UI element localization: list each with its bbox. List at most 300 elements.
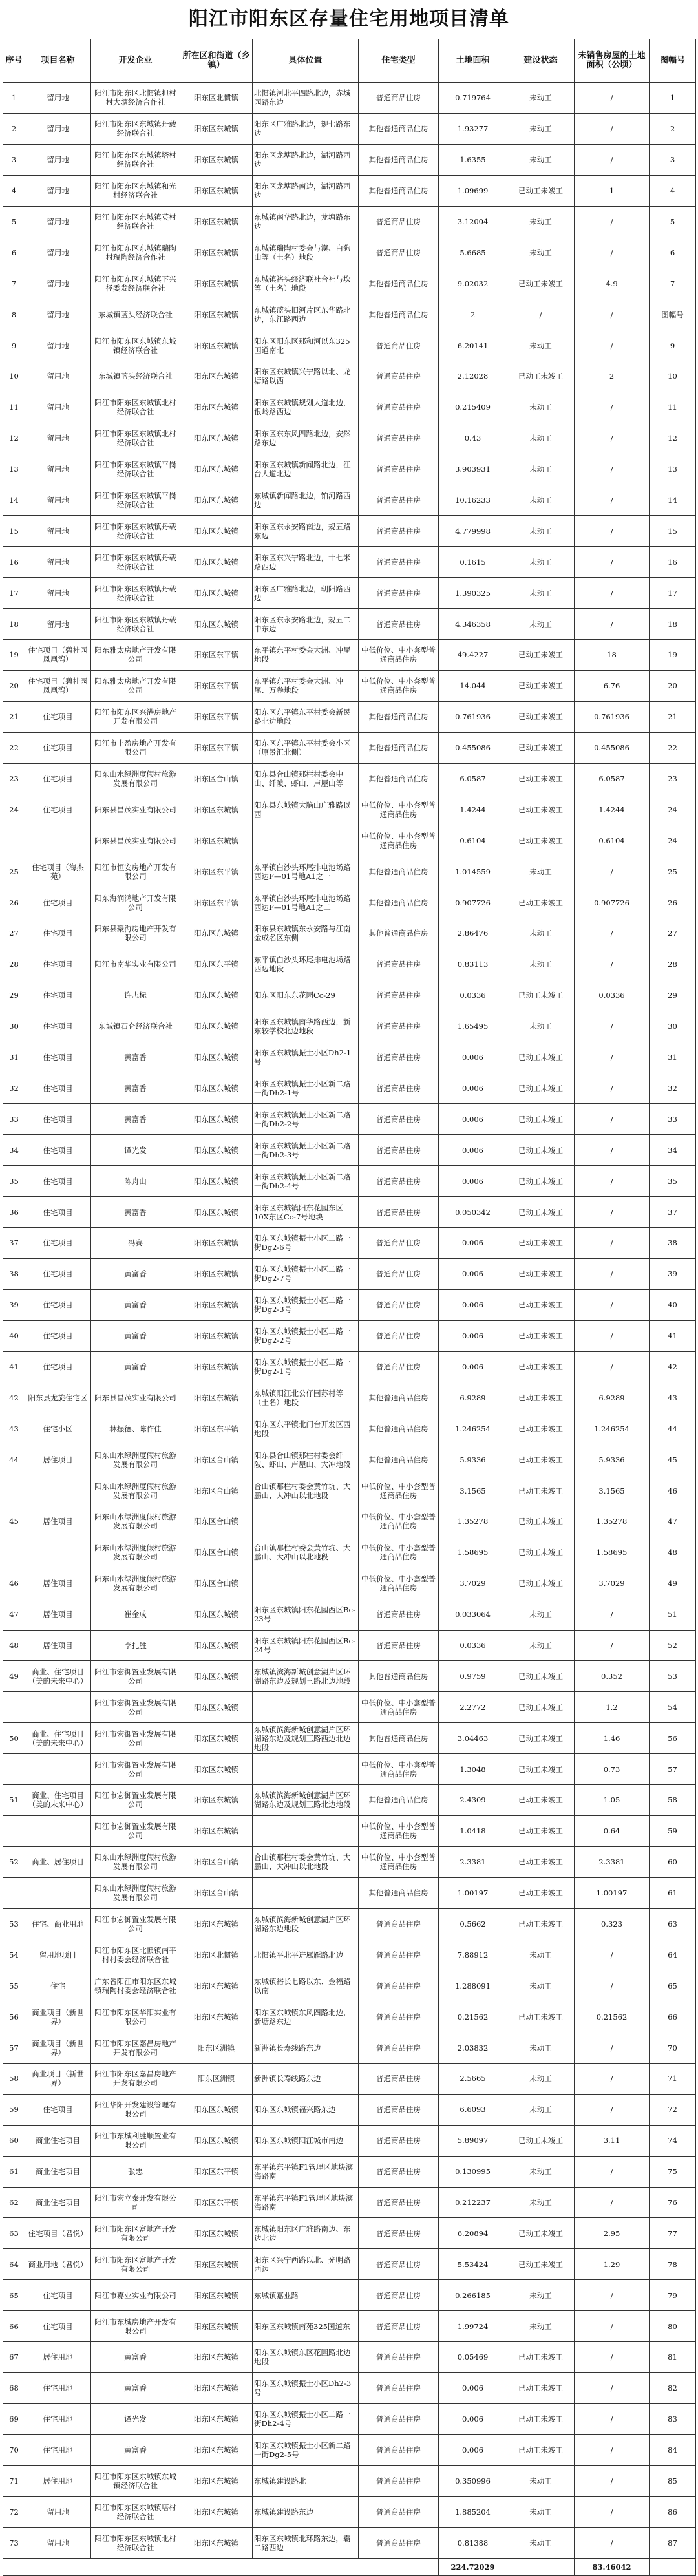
cell-project-name: 住宅、商业用地 (25, 1908, 91, 1939)
cell-developer: 谭光发 (91, 1135, 180, 1166)
cell-housing-type: 其他普通商品住房 (359, 701, 439, 732)
cell-district: 阳东区东城镇 (180, 578, 253, 609)
cell-project-name: 住宅项目 (25, 2311, 91, 2342)
cell-map-number: 19 (650, 640, 696, 671)
table-row (3, 1908, 696, 1939)
cell-district: 阳东区东城镇 (180, 918, 253, 949)
cell-unsold-area: / (575, 330, 650, 361)
cell-build-status: 已动工未竣工 (507, 1197, 575, 1228)
cell-district: 阳东区东城镇 (180, 268, 253, 299)
cell-district: 阳东区合山镇 (180, 1877, 253, 1908)
cell-number: 71 (3, 2465, 25, 2497)
cell-map-number: 3 (650, 144, 696, 175)
cell-developer: 冯赛 (91, 1227, 180, 1258)
cell-location: 东城镇滨海新城创意湖片区环湖路东边及规划三路北边地段 (253, 1784, 359, 1815)
table-row (3, 2311, 696, 2342)
cell-unsold-area: 4.9 (575, 268, 650, 299)
cell-developer: 阳江市宏御置业发展有限公司 (91, 1784, 180, 1815)
cell-location: 北惯镇平北平进属雁路北边 (253, 1939, 359, 1970)
cell-developer: 阳江市阳东区东城镇瑞陶村瑞陶经济合作社 (91, 237, 180, 268)
cell-district: 阳东区东城镇 (180, 423, 253, 454)
cell-housing-type: 普通商品住房 (359, 1227, 439, 1258)
cell-location: 阳东区阳东区那和河以东325国道南北 (253, 330, 359, 361)
cell-map-number: 43 (650, 1382, 696, 1413)
cell-map-number: 22 (650, 732, 696, 763)
cell-district: 阳东区合山镇 (180, 1506, 253, 1537)
cell-developer: 阳江市宏御置业发展有限公司 (91, 1692, 180, 1723)
cell-map-number: 58 (650, 1784, 696, 1815)
cell-housing-type: 普通商品住房 (359, 83, 439, 114)
cell-map-number: 35 (650, 1166, 696, 1197)
cell-district: 阳东区东城镇 (180, 1723, 253, 1754)
cell-unsold-area: / (575, 1351, 650, 1382)
cell-land-area: 0.006 (439, 1166, 507, 1197)
table-row (3, 423, 696, 454)
column-header: 建设状态 (507, 39, 575, 83)
cell-unsold-area: / (575, 299, 650, 330)
cell-number: 52 (3, 1846, 25, 1877)
cell-number: 47 (3, 1599, 25, 1630)
cell-build-status: 已动工未竣工 (507, 1537, 575, 1568)
cell-housing-type: 普通商品住房 (359, 1599, 439, 1630)
table-row (3, 547, 696, 578)
cell-unsold-area: 1.2 (575, 1692, 650, 1723)
cell-project-name: 住宅项目 (25, 949, 91, 980)
column-header: 序号 (3, 39, 25, 83)
table-row (3, 1444, 696, 1475)
cell-build-status: 未动工 (507, 578, 575, 609)
cell-map-number: 44 (650, 1413, 696, 1444)
cell-build-status: 未动工 (507, 237, 575, 268)
cell-build-status: 已动工未竣工 (507, 2218, 575, 2249)
cell-location: 合山镇那栏村委会黄竹坑、大鹏山、大冲山以北地段 (253, 1475, 359, 1506)
cell-build-status: 已动工未竣工 (507, 1351, 575, 1382)
cell-build-status: 未动工 (507, 2280, 575, 2311)
cell-land-area: 6.6093 (439, 2094, 507, 2125)
cell-build-status: 已动工未竣工 (507, 1908, 575, 1939)
cell-location: 阳东区广雅路北边，规七路东边 (253, 113, 359, 144)
table-row (3, 2218, 696, 2249)
cell-developer: 阳江市阳东区东城镇丹载经济联合社 (91, 547, 180, 578)
cell-build-status: 已动工未竣工 (507, 1815, 575, 1846)
page-title: 阳江市阳东区存量住宅用地项目清单 (189, 8, 509, 30)
cell-district: 阳东区洲镇 (180, 2064, 253, 2095)
cell-housing-type: 普通商品住房 (359, 1011, 439, 1042)
cell-developer: 阳江市阳东区嘉昌房地产开发有限公司 (91, 2064, 180, 2095)
cell-developer: 阳东山水绿洲度假村旅游发展有限公司 (91, 1877, 180, 1908)
table-row (3, 1568, 696, 1599)
column-header: 住宅类型 (359, 39, 439, 83)
cell-map-number: 6 (650, 237, 696, 268)
cell-unsold-area: / (575, 1258, 650, 1289)
cell-number: 21 (3, 701, 25, 732)
cell-build-status: 未动工 (507, 144, 575, 175)
cell-build-status: 已动工未竣工 (507, 175, 575, 206)
table-row (3, 1227, 696, 1258)
cell-number: 63 (3, 2218, 25, 2249)
cell-land-area: 1.885204 (439, 2497, 507, 2528)
cell-developer: 东城镇蓝头经济联合社 (91, 361, 180, 392)
cell-number (3, 1815, 25, 1846)
cell-unsold-area: 1.35278 (575, 1506, 650, 1537)
cell-unsold-area: 1.05 (575, 1784, 650, 1815)
cell-build-status: 未动工 (507, 516, 575, 547)
cell-location: 阳东区龙塘路南边，湖河路西边 (253, 175, 359, 206)
cell-developer: 阳江市阳东区东城镇丹载经济联合社 (91, 113, 180, 144)
cell-developer: 陈舟山 (91, 1166, 180, 1197)
cell-location: 东平镇东平村委会大洲、冲尾、万卷地段 (253, 670, 359, 701)
cell-district: 阳东区东平镇 (180, 732, 253, 763)
cell-number: 16 (3, 547, 25, 578)
cell-number: 20 (3, 670, 25, 701)
cell-project-name: 商业、住宅项目（美的未来中心） (25, 1784, 91, 1815)
cell-housing-type: 中低价位、中小套型普通商品住房 (359, 794, 439, 825)
column-header: 未销售房屋的土地面积（公顷） (575, 39, 650, 83)
project-table (3, 39, 696, 2576)
cell-map-number: 53 (650, 1661, 696, 1692)
cell-build-status: 已动工未竣工 (507, 670, 575, 701)
cell-district: 阳东区东城镇 (180, 113, 253, 144)
cell-developer: 崔金成 (91, 1599, 180, 1630)
cell-land-area: 2.03832 (439, 2032, 507, 2064)
cell-number: 72 (3, 2497, 25, 2528)
table-row (3, 701, 696, 732)
cell-unsold-area: / (575, 1939, 650, 1970)
cell-location (253, 1754, 359, 1785)
table-row (3, 763, 696, 794)
table-row (3, 1289, 696, 1320)
cell-developer: 阳江市阳东区嘉昌房地产开发有限公司 (91, 2032, 180, 2064)
table-row (3, 2497, 696, 2528)
cell-district: 阳东区东城镇 (180, 1104, 253, 1135)
cell-unsold-area: / (575, 2280, 650, 2311)
cell-map-number: 28 (650, 949, 696, 980)
cell-build-status: 已动工未竣工 (507, 763, 575, 794)
cell-location: 阳东区东城镇振士小区新二路一街Dg2-5号 (253, 2434, 359, 2465)
cell-map-number: 72 (650, 2094, 696, 2125)
cell-housing-type: 普通商品住房 (359, 2249, 439, 2280)
cell-developer: 阳江市宏御置业发展有限公司 (91, 1723, 180, 1754)
cell-land-area: 0.006 (439, 2403, 507, 2434)
cell-housing-type: 其他普通商品住房 (359, 1413, 439, 1444)
cell-housing-type: 其他普通商品住房 (359, 763, 439, 794)
cell-land-area: 3.903931 (439, 454, 507, 485)
cell-developer: 阳江市阳东区北惯镇担村村大塘经济合作社 (91, 83, 180, 114)
cell-number: 42 (3, 1382, 25, 1413)
cell-build-status: 未动工 (507, 2064, 575, 2095)
cell-map-number: 24 (650, 794, 696, 825)
cell-developer: 黄富香 (91, 1258, 180, 1289)
cell-housing-type: 普通商品住房 (359, 547, 439, 578)
cell-housing-type: 中低价位、中小套型普通商品住房 (359, 1754, 439, 1785)
cell-number: 36 (3, 1197, 25, 1228)
cell-location: 东平镇白沙头环尾排电池场路西边F—01号地A1之二 (253, 887, 359, 918)
cell-land-area: 0.006 (439, 1227, 507, 1258)
cell-land-area: 0.350996 (439, 2465, 507, 2497)
column-header: 具体位置 (253, 39, 359, 83)
table-row (3, 1320, 696, 1351)
cell-developer: 阳东雅太房地产开发有限公司 (91, 640, 180, 671)
cell-location (253, 1877, 359, 1908)
cell-number: 31 (3, 1042, 25, 1073)
cell-number: 66 (3, 2311, 25, 2342)
cell-location: 东城镇建设路东边 (253, 2497, 359, 2528)
cell-district: 阳东区东城镇 (180, 609, 253, 640)
cell-location: 阳东区东城镇阳东花园东区10X东区Cc-7号地块 (253, 1197, 359, 1228)
cell-build-status: 已动工未竣工 (507, 1289, 575, 1320)
cell-build-status: 已动工未竣工 (507, 1258, 575, 1289)
cell-district: 阳东区东城镇 (180, 1784, 253, 1815)
cell-map-number: 79 (650, 2280, 696, 2311)
cell-location: 阳东区东城镇振士小区新二路一街Dh2-3号 (253, 1135, 359, 1166)
cell-developer: 黄富香 (91, 1197, 180, 1228)
total-land-area: 224.72029 (439, 2559, 507, 2576)
cell-build-status: 已动工未竣工 (507, 1073, 575, 1104)
cell-location: 阳东区东平镇北门台开发区西地段 (253, 1413, 359, 1444)
table-row (3, 113, 696, 144)
cell-project-name: 住宅项目 (25, 763, 91, 794)
cell-project-name: 留用地 (25, 299, 91, 330)
cell-district: 阳东区东城镇 (180, 2125, 253, 2156)
cell-build-status: 已动工未竣工 (507, 2372, 575, 2403)
cell-unsold-area: / (575, 2465, 650, 2497)
cell-district: 阳东区东平镇 (180, 887, 253, 918)
cell-unsold-area: / (575, 1630, 650, 1661)
cell-location: 东城镇滨海新城创意湖片区环湖路东边地段 (253, 1908, 359, 1939)
cell-location: 阳东区东城镇北环路东边，霸二路西边 (253, 2528, 359, 2559)
cell-land-area: 0.212237 (439, 2187, 507, 2218)
cell-housing-type: 普通商品住房 (359, 2434, 439, 2465)
table-row (3, 83, 696, 114)
cell-district: 阳东区东城镇 (180, 1599, 253, 1630)
cell-developer: 阳江市宏御置业发展有限公司 (91, 1661, 180, 1692)
cell-unsold-area: / (575, 1104, 650, 1135)
cell-map-number: 21 (650, 701, 696, 732)
cell-map-number: 10 (650, 361, 696, 392)
cell-number: 61 (3, 2156, 25, 2187)
cell-developer: 阳江市阳东区富地产开发有限公司 (91, 2218, 180, 2249)
table-row (3, 1073, 696, 1104)
cell-land-area: 0.81388 (439, 2528, 507, 2559)
cell-district: 阳东区东城镇 (180, 980, 253, 1011)
cell-location: 东平镇白沙头环尾排电池场路西边地段 (253, 949, 359, 980)
cell-location: 阳东区东城镇振士小区新二路一街Dh2-4号 (253, 1166, 359, 1197)
cell-number: 25 (3, 856, 25, 887)
cell-project-name: 住宅项目 (25, 794, 91, 825)
cell-project-name: 住宅用地 (25, 2372, 91, 2403)
cell-unsold-area: / (575, 949, 650, 980)
cell-unsold-area: 0.907726 (575, 887, 650, 918)
cell-land-area: 5.9336 (439, 1444, 507, 1475)
cell-housing-type: 普通商品住房 (359, 1908, 439, 1939)
cell-build-status: 已动工未竣工 (507, 640, 575, 671)
cell-land-area: 0.21562 (439, 2001, 507, 2032)
cell-district: 阳东区东城镇 (180, 2465, 253, 2497)
cell-unsold-area: / (575, 2064, 650, 2095)
cell-number: 64 (3, 2249, 25, 2280)
cell-map-number: 80 (650, 2311, 696, 2342)
cell-unsold-area: 0.761936 (575, 701, 650, 732)
cell-map-number: 18 (650, 609, 696, 640)
cell-build-status: 未动工 (507, 330, 575, 361)
cell-location: 新洲镇长寿线路东边 (253, 2032, 359, 2064)
cell-developer: 阳江市宏御置业发展有限公司 (91, 1815, 180, 1846)
cell-land-area: 1.58695 (439, 1537, 507, 1568)
cell-build-status: 已动工未竣工 (507, 1104, 575, 1135)
cell-build-status: / (507, 299, 575, 330)
cell-unsold-area: 6.0587 (575, 763, 650, 794)
cell-district: 阳东区东城镇 (180, 1227, 253, 1258)
cell-housing-type: 中低价位、中小套型普通商品住房 (359, 1568, 439, 1599)
table-row (3, 1135, 696, 1166)
cell-land-area: 4.346358 (439, 609, 507, 640)
cell-map-number: 13 (650, 454, 696, 485)
cell-location: 阳东区东城镇振士小区二路一街Dg2-3号 (253, 1289, 359, 1320)
cell-location: 东城镇新闻路北边，铂河路西边 (253, 485, 359, 516)
table-row (3, 578, 696, 609)
cell-housing-type: 普通商品住房 (359, 1320, 439, 1351)
cell-district: 阳东区东城镇 (180, 1754, 253, 1785)
table-row (3, 609, 696, 640)
cell-land-area: 0.43 (439, 423, 507, 454)
cell-land-area: 0.0336 (439, 980, 507, 1011)
column-header: 图幅号 (650, 39, 696, 83)
cell-land-area: 0.5662 (439, 1908, 507, 1939)
cell-land-area: 2.86476 (439, 918, 507, 949)
cell-location: 阳东区东城镇振士小区新二路一街Dh2-1号 (253, 1073, 359, 1104)
cell-district: 阳东区洲镇 (180, 2032, 253, 2064)
cell-land-area: 3.1565 (439, 1475, 507, 1506)
table-row (3, 1382, 696, 1413)
cell-project-name: 住宅项目 (25, 918, 91, 949)
cell-project-name: 留用地项目 (25, 1939, 91, 1970)
cell-land-area: 5.53424 (439, 2249, 507, 2280)
cell-location: 东城镇阳江北公仔围苏村等（土名）地段 (253, 1382, 359, 1413)
cell-build-status: 未动工 (507, 1939, 575, 1970)
table-row (3, 1970, 696, 2001)
cell-location: 东城镇蓝头旧河片区东华路北边，东江路西边 (253, 299, 359, 330)
cell-project-name: 住宅小区 (25, 1413, 91, 1444)
cell-number: 55 (3, 1970, 25, 2001)
cell-project-name: 商业、居住项目 (25, 1846, 91, 1877)
cell-land-area: 0.050342 (439, 1197, 507, 1228)
cell-housing-type: 其他普通商品住房 (359, 918, 439, 949)
table-row (3, 1413, 696, 1444)
cell-unsold-area: / (575, 144, 650, 175)
cell-map-number: 11 (650, 392, 696, 423)
cell-unsold-area: / (575, 1011, 650, 1042)
cell-developer: 黄富香 (91, 1320, 180, 1351)
cell-land-area: 2.4309 (439, 1784, 507, 1815)
cell-housing-type: 其他普通商品住房 (359, 1661, 439, 1692)
totals-spacer (3, 2559, 439, 2576)
cell-project-name: 居住项目 (25, 1630, 91, 1661)
cell-build-status: 已动工未竣工 (507, 1413, 575, 1444)
cell-land-area: 1.93277 (439, 113, 507, 144)
cell-developer: 阳江市宏御置业发展有限公司 (91, 1908, 180, 1939)
cell-project-name: 住宅项目 (25, 2094, 91, 2125)
table-row (3, 392, 696, 423)
cell-location: 新洲镇长寿线路东边 (253, 2064, 359, 2095)
table-row (3, 1475, 696, 1506)
cell-build-status: 已动工未竣工 (507, 2125, 575, 2156)
table-row (3, 2403, 696, 2434)
cell-number: 44 (3, 1444, 25, 1475)
cell-build-status: 已动工未竣工 (507, 268, 575, 299)
cell-developer: 林振德、陈作佳 (91, 1413, 180, 1444)
cell-map-number: 81 (650, 2342, 696, 2373)
cell-number: 26 (3, 887, 25, 918)
cell-unsold-area: 2.3381 (575, 1846, 650, 1877)
cell-project-name: 住宅项目 (25, 1258, 91, 1289)
cell-number (3, 1537, 25, 1568)
cell-unsold-area: 3.1565 (575, 1475, 650, 1506)
cell-number: 32 (3, 1073, 25, 1104)
cell-district: 阳东区合山镇 (180, 1444, 253, 1475)
cell-location: 阳东区东城镇东区花园路北边地段 (253, 2342, 359, 2373)
cell-map-number: 54 (650, 1692, 696, 1723)
cell-build-status: 未动工 (507, 1011, 575, 1042)
table-row (3, 1506, 696, 1537)
table-row (3, 485, 696, 516)
cell-number: 13 (3, 454, 25, 485)
cell-land-area: 0.9759 (439, 1661, 507, 1692)
cell-number: 28 (3, 949, 25, 980)
cell-project-name: 住宅项目（碧桂园凤凰湾） (25, 670, 91, 701)
cell-developer: 阳江市阳东区东城镇平岗经济联合社 (91, 454, 180, 485)
cell-district: 阳东区东城镇 (180, 547, 253, 578)
cell-map-number: 24 (650, 825, 696, 856)
cell-build-status: 未动工 (507, 113, 575, 144)
table-header-row (3, 39, 696, 83)
cell-developer: 阳江市嘉业实业有限公司 (91, 2280, 180, 2311)
table-row (3, 1846, 696, 1877)
cell-land-area: 6.9289 (439, 1382, 507, 1413)
cell-land-area: 0.761936 (439, 701, 507, 732)
cell-district: 阳东区东城镇 (180, 1258, 253, 1289)
cell-land-area: 3.12004 (439, 206, 507, 237)
cell-housing-type: 普通商品住房 (359, 1197, 439, 1228)
cell-map-number: 38 (650, 1227, 696, 1258)
cell-developer: 阳江市阳东区东城镇丹载经济联合社 (91, 516, 180, 547)
cell-map-number: 17 (650, 578, 696, 609)
column-header: 项目名称 (25, 39, 91, 83)
cell-location: 东城镇滨海新城创意湖片区环湖路东边及规划三路西边北边地段 (253, 1723, 359, 1754)
cell-unsold-area: 2 (575, 361, 650, 392)
cell-developer: 谭光发 (91, 2403, 180, 2434)
cell-district: 阳东区东城镇 (180, 825, 253, 856)
cell-housing-type: 普通商品住房 (359, 980, 439, 1011)
cell-district: 阳东区东城镇 (180, 2528, 253, 2559)
cell-location: 阳东区东城镇振士小区二路一街Dg2-2号 (253, 1320, 359, 1351)
cell-housing-type: 普通商品住房 (359, 1166, 439, 1197)
cell-number: 35 (3, 1166, 25, 1197)
cell-location: 阳东区东城镇振士小区二路一街Dg2-1号 (253, 1351, 359, 1382)
cell-developer: 阳东雅太房地产开发有限公司 (91, 670, 180, 701)
cell-location: 阳东区东城镇振士小区二路一街Dh2-4号 (253, 2403, 359, 2434)
cell-project-name: 住宅项目 (25, 887, 91, 918)
cell-unsold-area: 0.64 (575, 1815, 650, 1846)
table-row (3, 640, 696, 671)
cell-number: 60 (3, 2125, 25, 2156)
table-row (3, 237, 696, 268)
cell-map-number: 74 (650, 2125, 696, 2156)
cell-developer: 阳东海润鸿地产开发有限公司 (91, 887, 180, 918)
cell-developer: 东城镇蓝头经济联合社 (91, 299, 180, 330)
cell-build-status: 已动工未竣工 (507, 1320, 575, 1351)
cell-unsold-area: / (575, 2094, 650, 2125)
cell-land-area: 10.16233 (439, 485, 507, 516)
